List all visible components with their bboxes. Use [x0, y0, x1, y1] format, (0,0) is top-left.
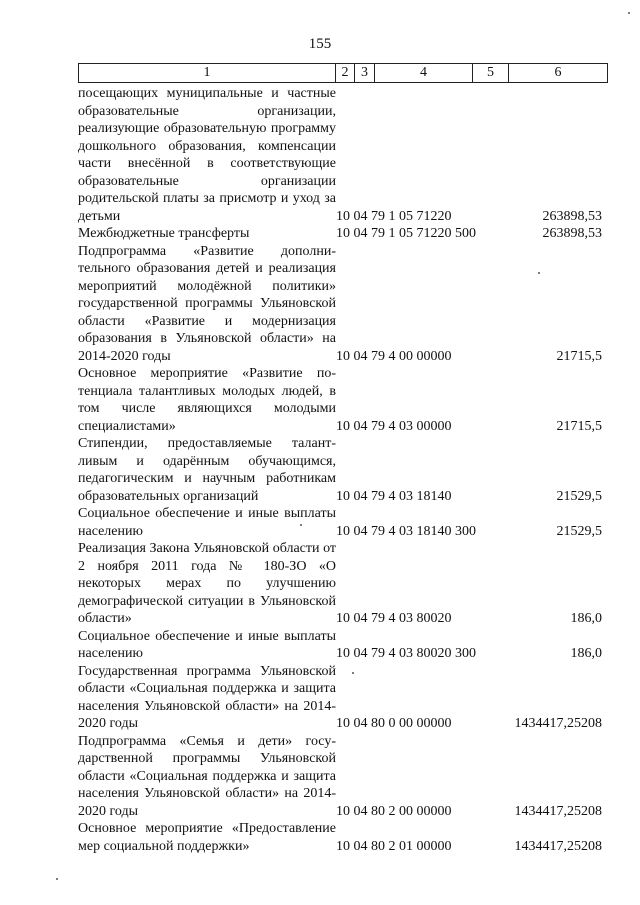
- table-row: [78, 435, 608, 505]
- row-amount: 263898,53: [542, 226, 602, 241]
- row-amount: 186,0: [570, 611, 602, 626]
- scan-speck: [628, 12, 630, 14]
- row-description: посещающих муниципальные и частные образовательные организации, реализующие образовательную программу дошкольного образования, компенсации части внесённой в соответствующие образовательные организации родительской платы за присмотр и уход за детьми: [78, 86, 336, 224]
- table-row: [78, 85, 608, 225]
- row-code: 10 04 79 4 03 80020 300: [336, 646, 476, 661]
- row-amount: 186,0: [570, 646, 602, 661]
- header-col-1: 1: [79, 64, 336, 82]
- header-col-3: 3: [355, 64, 375, 82]
- row-description: Межбюджетные трансферты: [78, 226, 250, 241]
- row-description: Социальное обеспечение и иные выплаты населению: [78, 628, 336, 661]
- row-code: 10 04 80 2 01 00000: [336, 838, 452, 854]
- row-code: 10 04 80 2 00 00000: [336, 803, 452, 819]
- row-description: Государственная программа Ульяновской области «Социальная поддержка и защита населения Ульяновской области» на 2014-2020 годы: [78, 663, 336, 731]
- table-row: [78, 243, 608, 366]
- table-row: [78, 365, 608, 435]
- table-row: [78, 733, 608, 821]
- row-description: Реализация Закона Ульяновской области от 2 ноября 2011 года № 180-ЗО «О некоторых мерах по улучшению демографической ситуации в Ульяновской области»: [78, 541, 336, 626]
- row-amount: 21715,5: [556, 418, 602, 434]
- row-description: Стипендии, предоставляемые талантливым и одарённым обучающимся, педагогическим и научным работникам образовательных организаций: [78, 436, 336, 504]
- row-code: 10 04 79 1 05 71220: [336, 208, 452, 224]
- header-col-6: 6: [554, 65, 562, 80]
- row-description: Социальное обеспечение и иные выплаты населению: [78, 506, 336, 539]
- row-code: 10 04 79 4 03 18140 300: [336, 523, 476, 539]
- budget-table-body: [78, 85, 608, 855]
- table-row: [78, 505, 608, 540]
- row-code: 10 04 79 4 03 80020: [336, 611, 452, 626]
- table-row: [78, 663, 608, 733]
- row-amount: 263898,53: [542, 208, 602, 224]
- scan-speck: [538, 272, 540, 274]
- scan-speck: [56, 878, 58, 880]
- row-description: Подпрограмма «Развитие дополнительного образования детей и реализация мероприятий молодёжной политики» государственной программы Ульяновской области «Развитие и модернизация образования в Ульяновской области» на 2014-2020 годы: [78, 243, 336, 364]
- page-number: 155: [308, 36, 332, 52]
- row-description: Основное мероприятие «Развитие потенциала талантливых молодых людей, в том числе являющихся молодыми специалистами»: [78, 366, 336, 434]
- header-col-2: 2: [336, 64, 355, 82]
- row-description: Подпрограмма «Семья и дети» государственной программы Ульяновской области «Социальная поддержка и защита населения Ульяновской области» на 2014-2020 годы: [78, 733, 336, 819]
- table-row: [78, 540, 608, 628]
- table-header: [78, 63, 608, 83]
- row-amount: 21715,5: [556, 348, 602, 364]
- header-col-4: 4: [375, 64, 473, 82]
- row-code: 10 04 79 4 00 00000: [336, 348, 452, 364]
- row-code: 10 04 79 1 05 71220 500: [336, 226, 476, 241]
- row-code: 10 04 80 0 00 00000: [336, 716, 452, 731]
- table-row: [78, 225, 608, 243]
- row-amount: 1434417,25208: [514, 838, 602, 854]
- table-row: [78, 628, 608, 663]
- row-description: Основное мероприятие «Предоставление мер социальной поддержки»: [78, 821, 336, 854]
- row-amount: 21529,5: [556, 488, 602, 504]
- header-col-5: 5: [473, 64, 509, 82]
- row-amount: 1434417,25208: [514, 803, 602, 819]
- row-amount: 1434417,25208: [514, 716, 602, 731]
- row-code: 10 04 79 4 03 18140: [336, 488, 452, 504]
- scan-speck: [352, 672, 354, 674]
- scan-speck: [300, 524, 302, 526]
- table-row: [78, 820, 608, 855]
- row-code: 10 04 79 4 03 00000: [336, 418, 452, 434]
- row-amount: 21529,5: [556, 523, 602, 539]
